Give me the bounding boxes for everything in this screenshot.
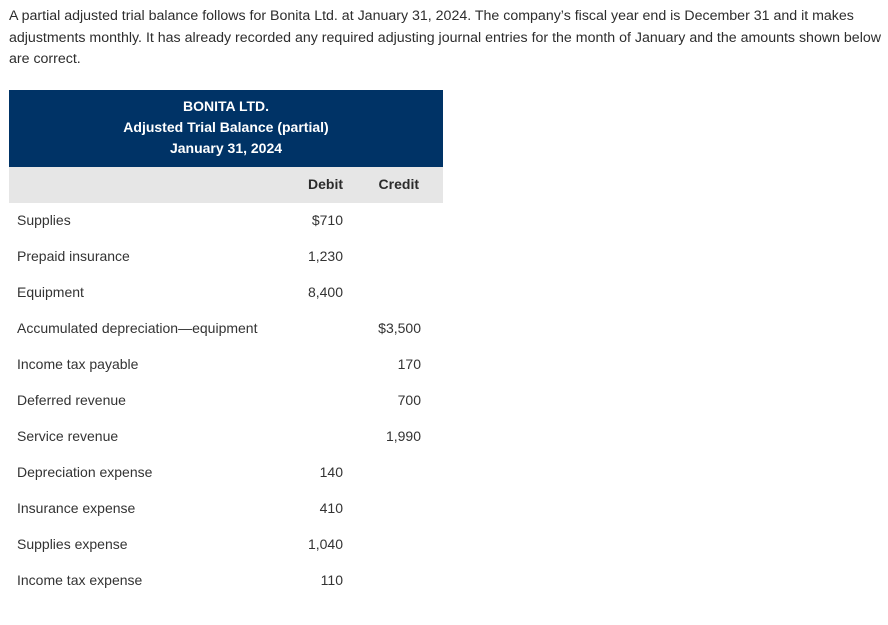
debit-amount: $710	[311, 212, 343, 228]
table-body	[9, 203, 443, 599]
table-header	[9, 90, 443, 167]
credit-amount: 700	[397, 392, 421, 408]
account-name: Supplies expense	[17, 536, 128, 552]
table-row	[9, 563, 443, 599]
credit-column-header: Credit	[378, 176, 419, 192]
credit-amount: 1,990	[385, 428, 421, 444]
problem-intro-text: A partial adjusted trial balance follows for Bonita Ltd. at January 31, 2024. The company’s fiscal year end is December 31 and it makes adjustments monthly. It has already recorded any required adjusting journal entries for the month of January and the amounts shown below are correct.	[9, 8, 881, 67]
table-row	[9, 527, 443, 563]
debit-amount: 8,400	[307, 284, 343, 300]
debit-amount: 1,040	[307, 536, 343, 552]
company-name: BONITA LTD.	[182, 98, 270, 114]
credit-amount: $3,500	[378, 320, 421, 336]
debit-amount: 140	[319, 464, 343, 480]
table-row	[9, 383, 443, 419]
account-name: Deferred revenue	[17, 392, 126, 408]
account-name: Accumulated depreciation—equipment	[17, 320, 258, 336]
table-row	[9, 419, 443, 455]
table-row	[9, 455, 443, 491]
table-row	[9, 491, 443, 527]
table-row	[9, 275, 443, 311]
table-row	[9, 311, 443, 347]
statement-title: Adjusted Trial Balance (partial)	[123, 119, 329, 135]
debit-amount: 410	[319, 500, 343, 516]
table-row	[9, 239, 443, 275]
account-name: Prepaid insurance	[17, 248, 130, 264]
column-header-row	[9, 167, 443, 203]
account-name: Income tax expense	[17, 572, 143, 588]
statement-date: January 31, 2024	[169, 140, 283, 156]
account-name: Income tax payable	[17, 356, 139, 372]
adjusted-trial-balance-table	[9, 90, 443, 599]
debit-amount: 110	[320, 572, 343, 588]
table-row	[9, 347, 443, 383]
account-name: Service revenue	[17, 428, 119, 444]
table-row	[9, 203, 443, 239]
account-name: Insurance expense	[17, 500, 136, 516]
credit-amount: 170	[397, 356, 421, 372]
account-name: Equipment	[17, 284, 84, 300]
debit-amount: 1,230	[307, 248, 343, 264]
account-name: Supplies	[17, 212, 71, 228]
debit-column-header: Debit	[308, 176, 343, 192]
account-name: Depreciation expense	[17, 464, 153, 480]
